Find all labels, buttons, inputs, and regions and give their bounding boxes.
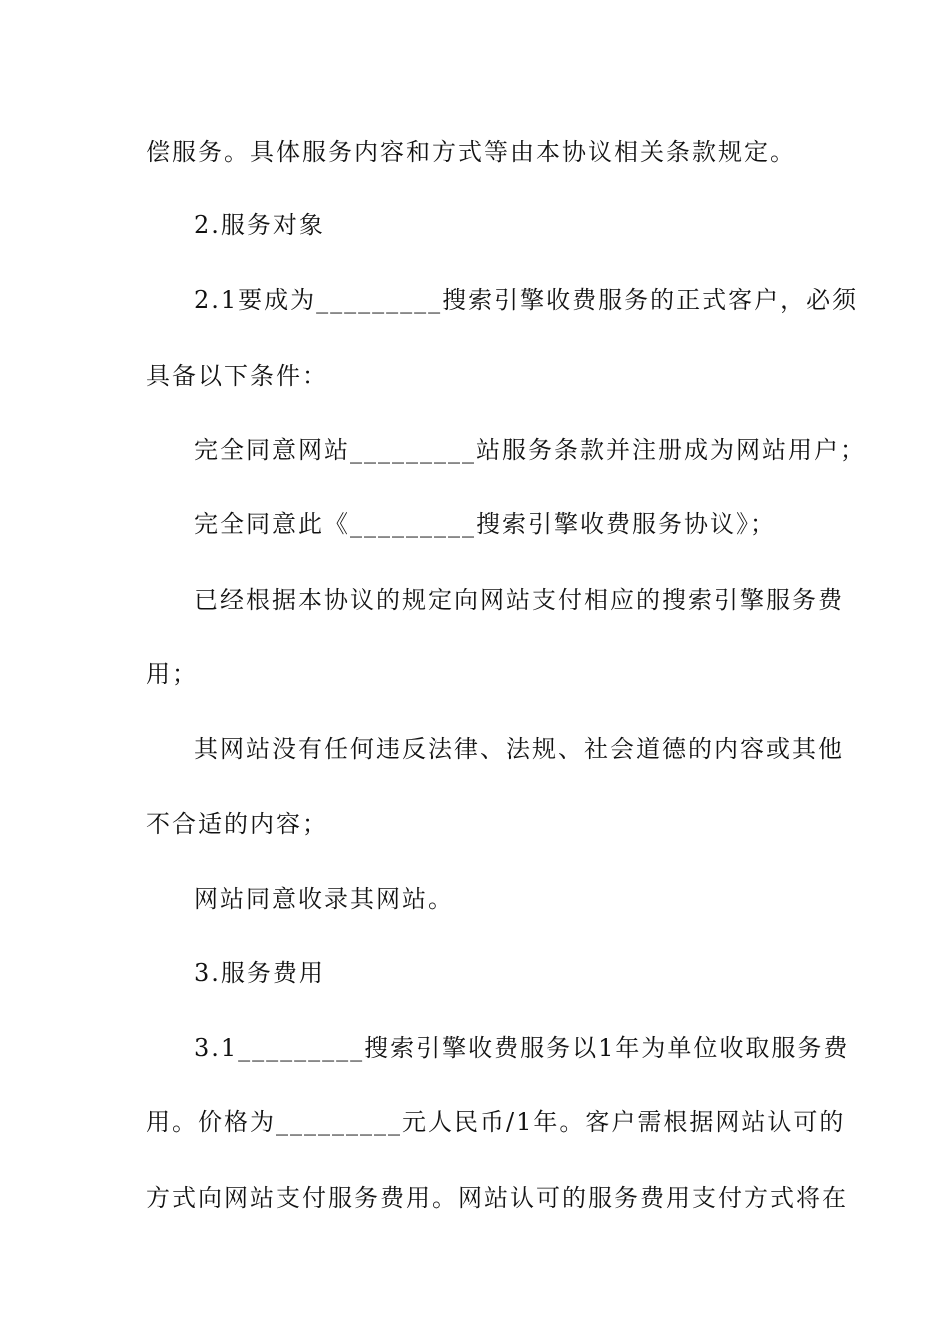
text-line: 完全同意网站_________站服务条款并注册成为网站用户； <box>194 436 866 464</box>
text-line: 用。价格为_________元人民币/1年。客户需根据网站认可的 <box>146 1108 846 1136</box>
text-line: 具备以下条件： <box>146 362 328 390</box>
text-line: 3.1_________搜索引擎收费服务以1年为单位收取服务费 <box>194 1034 850 1062</box>
text-line: 已经根据本协议的规定向网站支付相应的搜索引擎服务费 <box>194 586 844 614</box>
section-heading: 3.服务费用 <box>194 959 325 987</box>
text-line: 完全同意此《_________搜索引擎收费服务协议》； <box>194 510 776 538</box>
text-line: 偿服务。具体服务内容和方式等由本协议相关条款规定。 <box>146 138 796 166</box>
text-line: 其网站没有任何违反法律、法规、社会道德的内容或其他 <box>194 735 844 763</box>
text-line: 不合适的内容； <box>146 810 328 838</box>
section-heading: 2.服务对象 <box>194 211 325 239</box>
text-line: 网站同意收录其网站。 <box>194 885 454 913</box>
text-line: 2.1要成为_________搜索引擎收费服务的正式客户，必须 <box>194 286 859 314</box>
text-line: 用； <box>146 660 198 688</box>
text-line: 方式向网站支付服务费用。网站认可的服务费用支付方式将在 <box>146 1184 848 1212</box>
